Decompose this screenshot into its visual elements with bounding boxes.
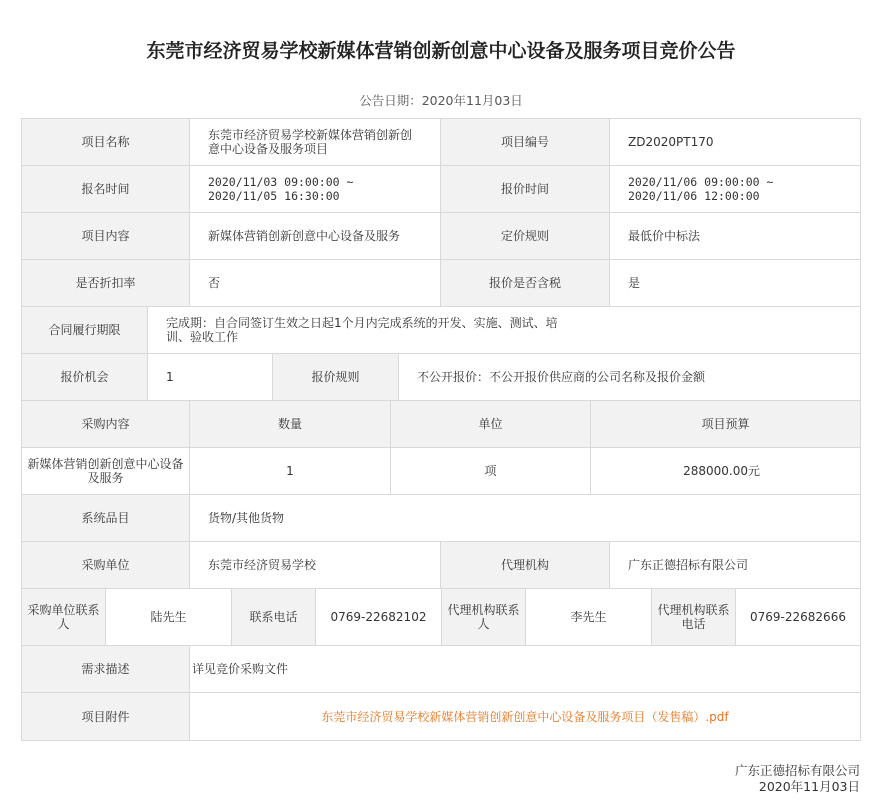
table-row (21, 118, 861, 165)
agency-value: 广东正德招标有限公司 (609, 542, 861, 588)
buyer-contact-value: 陆先生 (105, 589, 231, 645)
table-row (21, 645, 861, 692)
tax-label: 报价是否含税 (440, 260, 609, 306)
purchase-unit-header: 单位 (390, 401, 590, 447)
pricing-rule-label: 定价规则 (440, 213, 609, 259)
quote-time-value: 2020/11/06 09:00:00 ~ 2020/11/06 12:00:00 (609, 166, 861, 212)
requirement-value: 详见竞价采购文件 (189, 646, 861, 692)
purchase-unit-value: 项 (390, 448, 590, 494)
project-name-label: 项目名称 (21, 119, 189, 165)
publish-date: 公告日期：2020年11月03日 (359, 93, 523, 108)
agency-label: 代理机构 (440, 542, 609, 588)
footer-date: 2020年11月03日 (758, 779, 860, 794)
tax-value: 是 (609, 260, 861, 306)
buyer-label: 采购单位 (21, 542, 189, 588)
table-row (21, 165, 861, 212)
announcement-table (21, 118, 861, 740)
purchase-qty-value: 1 (189, 448, 390, 494)
signup-time-value: 2020/11/03 09:00:00 ~ 2020/11/05 16:30:00 (189, 166, 440, 212)
attachment-label: 项目附件 (21, 693, 189, 740)
contract-label: 合同履行期限 (21, 307, 147, 353)
project-no-value: ZD2020PT170 (609, 119, 861, 165)
purchase-budget-value: 288000.00元 (590, 448, 861, 494)
phone-label: 联系电话 (231, 589, 315, 645)
table-row (21, 306, 861, 353)
chances-label: 报价机会 (21, 354, 147, 400)
pricing-rule-value: 最低价中标法 (609, 213, 861, 259)
agency-contact-value: 李先生 (525, 589, 651, 645)
contract-value: 完成期：自合同签订生效之日起1个月内完成系统的开发、实施、测试、培训、验收工作 (147, 307, 861, 353)
signup-time-label: 报名时间 (21, 166, 189, 212)
attachment-cell (189, 693, 861, 740)
table-row (21, 494, 861, 541)
agency-contact-label: 代理机构联系人 (441, 589, 525, 645)
agency-phone-label: 代理机构联系电话 (651, 589, 735, 645)
quote-rule-value: 不公开报价：不公开报价供应商的公司名称及报价金额 (398, 354, 861, 400)
buyer-value: 东莞市经济贸易学校 (189, 542, 440, 588)
table-row (21, 212, 861, 259)
project-name-value: 东莞市经济贸易学校新媒体营销创新创意中心设备及服务项目 (189, 119, 440, 165)
page-title: 东莞市经济贸易学校新媒体营销创新创意中心设备及服务项目竞价公告 (146, 40, 736, 62)
content-label: 项目内容 (21, 213, 189, 259)
purchase-qty-header: 数量 (189, 401, 390, 447)
purchase-budget-header: 项目预算 (590, 401, 861, 447)
requirement-label: 需求描述 (21, 646, 189, 692)
purchase-content-header: 采购内容 (21, 401, 189, 447)
quote-time-label: 报价时间 (440, 166, 609, 212)
table-row (21, 400, 861, 447)
table-row (21, 259, 861, 306)
discount-value: 否 (189, 260, 440, 306)
buyer-contact-label: 采购单位联系人 (21, 589, 105, 645)
chances-value: 1 (147, 354, 272, 400)
discount-label: 是否折扣率 (21, 260, 189, 306)
category-value: 货物/其他货物 (189, 495, 861, 541)
table-row (21, 353, 861, 400)
phone-value: 0769-22682102 (315, 589, 441, 645)
quote-rule-label: 报价规则 (272, 354, 398, 400)
content-value: 新媒体营销创新创意中心设备及服务 (189, 213, 440, 259)
table-row (21, 447, 861, 494)
table-row (21, 541, 861, 588)
agency-phone-value: 0769-22682666 (735, 589, 861, 645)
table-row (21, 692, 861, 741)
attachment-link[interactable]: 东莞市经济贸易学校新媒体营销创新创意中心设备及服务项目（发售稿）.pdf (321, 709, 729, 724)
purchase-content-value: 新媒体营销创新创意中心设备及服务 (21, 448, 189, 494)
category-label: 系统品目 (21, 495, 189, 541)
footer-company: 广东正德招标有限公司 (734, 763, 860, 778)
table-row (21, 588, 861, 645)
project-no-label: 项目编号 (440, 119, 609, 165)
